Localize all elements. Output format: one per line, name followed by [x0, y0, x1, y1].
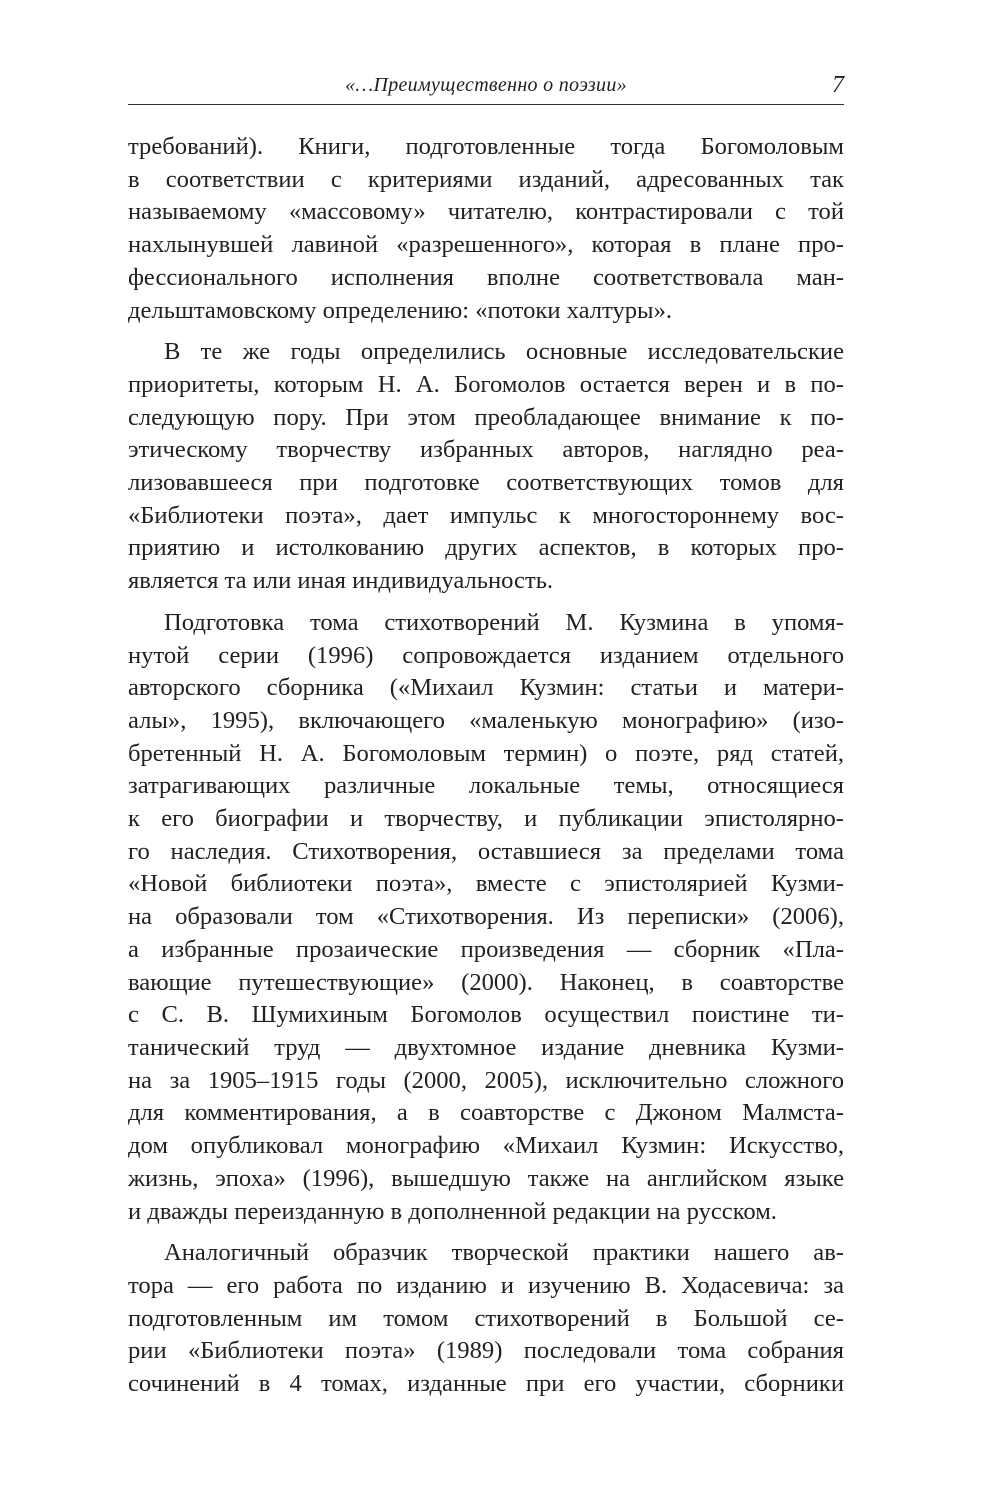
text-line: с С. В. Шумихиным Богомолов осуществил поистине ти- — [128, 1001, 844, 1029]
text-line: и дважды переизданную в дополненной редакции на русском. — [128, 1197, 777, 1225]
book-page — [128, 70, 844, 1401]
text-line: затрагивающих различные локальные темы, относящиеся — [128, 772, 844, 800]
text-line: дельштамовскому определению: «потоки халтуры». — [128, 296, 673, 324]
text-line: приятию и истолкованию других аспектов, в которых про- — [128, 534, 844, 562]
text-line: вающие путешествующие» (2000). Наконец, в соавторстве — [128, 968, 844, 996]
text-line: а избранные прозаические произведения — сборник «Пла- — [128, 935, 844, 963]
text-line: требований). Книги, подготовленные тогда Богомоловым — [128, 133, 844, 160]
text-line: авторского сборника («Михаил Кузмин: статьи и матери- — [128, 674, 844, 702]
text-line: нахлынувшей лавиной «разрешенного», которая в плане про- — [128, 231, 844, 259]
text-line: фессионального исполнения вполне соответствовала ман- — [128, 263, 844, 291]
text-line: является та или иная индивидуальность. — [128, 567, 554, 595]
text-line: тора — его работа по изданию и изучению В. Ходасевича: за — [128, 1271, 844, 1299]
paragraph-4 — [128, 1237, 844, 1401]
text-line: бретенный Н. А. Богомоловым термин) о поэте, ряд статей, — [128, 739, 844, 767]
text-line: Подготовка тома стихотворений М. Кузмина в упомя- — [164, 608, 844, 636]
text-line: следующую пору. При этом преобладающее внимание к по- — [128, 403, 844, 431]
text-line: к его биографии и творчеству, и публикации эпистолярно- — [128, 805, 844, 833]
text-line: в соответствии с критериями изданий, адресованных так — [128, 165, 844, 193]
running-header — [128, 70, 844, 105]
text-line: сочинений в 4 томах, изданные при его участии, сборники — [128, 1370, 844, 1398]
text-line: алы», 1995), включающего «маленькую монографию» (изо- — [128, 706, 844, 734]
paragraph-1 — [128, 131, 844, 327]
text-line: го наследия. Стихотворения, оставшиеся за пределами тома — [128, 837, 844, 865]
body-text — [128, 131, 844, 1401]
text-line: лизовавшееся при подготовке соответствующих томов для — [128, 469, 844, 497]
text-line: Аналогичный образчик творческой практики нашего ав- — [164, 1239, 844, 1267]
text-line: этическому творчеству избранных авторов, наглядно реа- — [128, 436, 844, 464]
text-line: жизнь, эпоха» (1996), вышедшую также на английском языке — [128, 1164, 844, 1192]
page-number: 7 — [832, 72, 844, 98]
running-title: «…Преимущественно о поэзии» — [345, 74, 627, 96]
text-line: «Библиотеки поэта», дает импульс к многостороннему вос- — [128, 501, 844, 529]
text-line: рии «Библиотеки поэта» (1989) последовали тома собрания — [128, 1337, 844, 1365]
text-line: называемому «массовому» читателю, контрастировали с той — [128, 198, 844, 226]
text-line: на за 1905–1915 годы (2000, 2005), исключительно сложного — [128, 1066, 844, 1094]
text-line: В те же годы определились основные исследовательские — [164, 338, 844, 366]
text-line: танический труд — двухтомное издание дневника Кузми- — [128, 1033, 844, 1061]
text-line: «Новой библиотеки поэта», вместе с эпистолярией Кузми- — [128, 870, 844, 898]
paragraph-2 — [128, 336, 844, 598]
text-line: нутой серии (1996) сопровождается изданием отдельного — [128, 641, 844, 669]
paragraph-3 — [128, 607, 844, 1228]
text-line: на образовали том «Стихотворения. Из переписки» (2006), — [128, 903, 844, 931]
text-line: приоритеты, которым Н. А. Богомолов остается верен и в по- — [128, 370, 844, 398]
text-line: для комментирования, а в соавторстве с Джоном Малмста- — [128, 1099, 844, 1127]
text-line: подготовленным им томом стихотворений в Большой се- — [128, 1304, 844, 1332]
text-line: дом опубликовал монографию «Михаил Кузмин: Искусство, — [128, 1132, 844, 1160]
